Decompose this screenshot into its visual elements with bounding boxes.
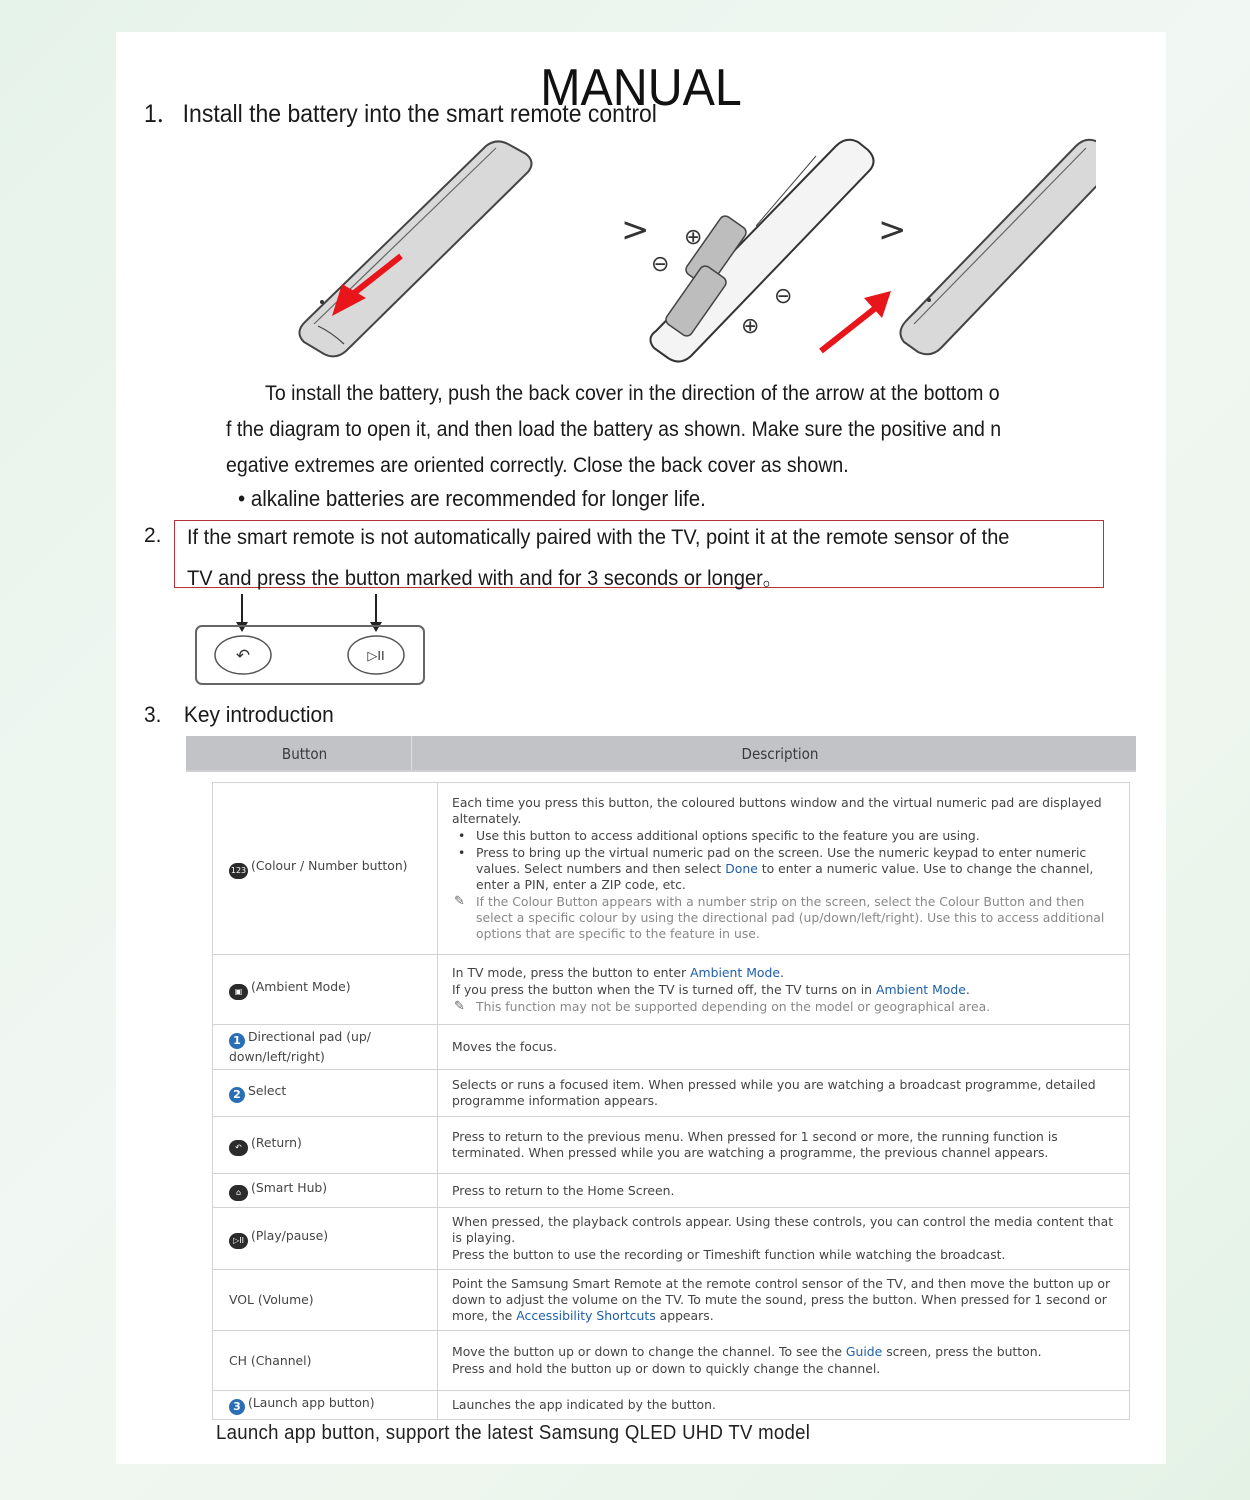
description-span: . xyxy=(965,981,970,997)
description-text xyxy=(452,1397,1115,1413)
key-name: Directional pad (up/ down/left/right) xyxy=(229,1029,371,1064)
description-span: Launches the app indicated by the button. xyxy=(452,1397,716,1412)
key-introduction-table xyxy=(212,782,1130,1420)
description-span: Press to return to the previous menu. When pressed for 1 second or more, the running function is terminated. When pressed while you are watching a programme, the previous channel appears. xyxy=(452,1129,1058,1160)
description-span: Selects or runs a focused item. When pressed while you are watching a broadcast programme, detailed programme information appears. xyxy=(452,1077,1096,1108)
description-span: Press to bring up the virtual numeric pad on the screen. Use the numeric keypad to enter numeric values. Select numbers and then select xyxy=(476,845,1087,876)
pencil-note-icon: ✎ xyxy=(454,998,465,1014)
minus-symbol: ⊖ xyxy=(774,283,793,308)
key-name: (Return) xyxy=(251,1134,302,1150)
key-name: (Ambient Mode) xyxy=(251,979,351,994)
description-text xyxy=(452,982,1115,998)
play-pause-symbol: ▷II xyxy=(367,648,385,663)
description-text xyxy=(452,1247,1115,1263)
description-note xyxy=(452,894,1115,942)
description-span: . xyxy=(779,964,784,980)
description-span: Moves the focus. xyxy=(452,1039,557,1054)
description-span: appears. xyxy=(655,1308,714,1323)
step-number: 2. xyxy=(144,524,162,547)
step-number: 1． xyxy=(144,100,180,128)
table-row xyxy=(213,1270,1130,1331)
key-cell xyxy=(213,1208,438,1270)
key-table-header xyxy=(186,736,1136,772)
battery-instructions-line: f the diagram to open it, and then load the battery as shown. Make sure the positive and n xyxy=(226,418,1002,441)
table-row xyxy=(213,1391,1130,1420)
battery-tip: • alkaline batteries are recommended for longer life. xyxy=(238,486,706,511)
remote-key-icon: 2 xyxy=(229,1087,245,1103)
step-1-heading xyxy=(144,94,657,130)
remote-key-icon: ▷II xyxy=(229,1233,248,1249)
description-text xyxy=(452,1276,1115,1324)
description-span: Point the Samsung Smart Remote at the remote control sensor of the TV, and then move the button up or down to adjust the volume on the TV. To mute the sound, press the button. When pressed for 1 second or more, the xyxy=(452,1276,1111,1323)
pencil-note-icon: ✎ xyxy=(454,894,465,909)
remote-key-icon: 123 xyxy=(229,863,248,879)
description-span: When pressed, the playback controls appear. Using these controls, you can control the media content that is playing. xyxy=(452,1214,1114,1245)
menu-reference-link: Ambient Mode xyxy=(875,981,966,997)
description-text xyxy=(452,1183,1115,1199)
description-span: to enter a numeric value. Use to change the channel, enter a PIN, enter a ZIP code, etc. xyxy=(476,861,1094,892)
battery-instructions-line: egative extremes are oriented correctly. Close the back cover as shown. xyxy=(226,454,849,477)
description-text xyxy=(452,845,1115,893)
description-cell xyxy=(438,1025,1130,1070)
remote-open-illustration xyxy=(650,140,873,362)
description-span: Press and hold the button up or down to quickly change the channel. xyxy=(452,1361,881,1376)
battery-instructions-line: To install the battery, push the back cover in the direction of the arrow at the bottom o xyxy=(226,382,1000,405)
return-symbol: ↶ xyxy=(235,646,251,665)
pairing-buttons-diagram xyxy=(188,592,438,692)
description-note xyxy=(452,999,1115,1015)
description-span: Each time you press this button, the coloured buttons window and the virtual numeric pad are displayed alternately. xyxy=(452,795,1102,826)
key-cell xyxy=(213,1331,438,1391)
description-span: Press the button to use the recording or Timeshift function while watching the broadcast. xyxy=(452,1247,1006,1262)
pairing-instructions-line: TV and press the button marked with and for 3 seconds or longer。 xyxy=(187,566,783,590)
menu-reference-link: Ambient Mode xyxy=(690,964,780,980)
description-cell xyxy=(438,1208,1130,1270)
table-row xyxy=(213,1070,1130,1117)
key-cell xyxy=(213,1025,438,1070)
remote-closed-illustration xyxy=(299,141,531,356)
remote-key-icon: ⌂ xyxy=(229,1185,248,1201)
description-text xyxy=(452,795,1115,827)
table-row xyxy=(213,1025,1130,1070)
remote-closed-illustration xyxy=(900,140,1096,355)
remote-key-icon: 3 xyxy=(229,1399,245,1415)
next-step-icon: > xyxy=(878,210,907,250)
key-name: (Launch app button) xyxy=(248,1395,375,1410)
minus-symbol: ⊖ xyxy=(651,251,670,276)
pairing-instructions-line: If the smart remote is not automatically paired with the TV, point it at the remote sensor of the xyxy=(187,525,1010,549)
description-cell xyxy=(438,783,1130,955)
description-cell xyxy=(438,1070,1130,1117)
key-name: (Play/pause) xyxy=(251,1228,329,1243)
table-row xyxy=(213,783,1130,955)
table-row xyxy=(213,955,1130,1025)
manual-page xyxy=(116,32,1166,1464)
description-cell xyxy=(438,955,1130,1025)
pairing-instructions-box xyxy=(174,520,1104,588)
step-title: Key introduction xyxy=(183,702,334,727)
description-text xyxy=(452,1344,1115,1360)
column-header-description: Description xyxy=(741,745,819,763)
description-text xyxy=(452,1361,1115,1377)
description-text xyxy=(452,965,1115,981)
key-cell xyxy=(213,1174,438,1208)
key-name: VOL (Volume) xyxy=(229,1292,314,1307)
battery-install-illustration xyxy=(196,126,1096,386)
key-cell xyxy=(213,1117,438,1174)
menu-reference-link: Done xyxy=(725,861,758,876)
description-span: Press to return to the Home Screen. xyxy=(452,1182,675,1198)
column-header-button: Button xyxy=(198,736,412,770)
table-row xyxy=(213,1208,1130,1270)
description-cell xyxy=(438,1270,1130,1331)
key-name: (Colour / Number button) xyxy=(251,858,408,873)
table-row xyxy=(213,1117,1130,1174)
remote-key-icon: ▣ xyxy=(229,984,248,1000)
step-3-heading xyxy=(144,702,334,728)
step-number: 3. xyxy=(144,702,162,727)
description-span: This function may not be supported depending on the model or geographical area. xyxy=(476,998,991,1014)
table-row xyxy=(213,1331,1130,1391)
description-span: If you press the button when the TV is turned off, the TV turns on in xyxy=(452,981,876,997)
key-cell xyxy=(213,1391,438,1420)
description-text xyxy=(452,1129,1115,1161)
description-span: screen, press the button. xyxy=(882,1344,1042,1359)
key-name: Select xyxy=(248,1083,287,1098)
description-span: Move the button up or down to change the channel. To see the xyxy=(452,1344,846,1359)
description-text xyxy=(452,1039,1115,1055)
key-name: (Smart Hub) xyxy=(251,1180,328,1195)
remote-key-icon: ↶ xyxy=(229,1140,248,1156)
key-cell xyxy=(213,955,438,1025)
description-span: In TV mode, press the button to enter xyxy=(452,964,691,980)
description-cell xyxy=(438,1331,1130,1391)
key-name: CH (Channel) xyxy=(229,1352,312,1368)
description-text xyxy=(452,1214,1115,1246)
description-span: If the Colour Button appears with a number strip on the screen, select the Colour Button and then select a specific colour by using the directional pad (up/down/left/right). Use this to access additional options that are specific to the feature in use. xyxy=(476,894,1105,941)
key-cell xyxy=(213,783,438,955)
red-arrow-close-icon xyxy=(821,291,891,351)
description-cell xyxy=(438,1117,1130,1174)
key-cell xyxy=(213,1070,438,1117)
page-title: MANUAL xyxy=(540,59,742,117)
description-text xyxy=(452,828,1115,844)
key-cell xyxy=(213,1270,438,1331)
remote-key-icon: 1 xyxy=(229,1033,245,1049)
menu-reference-link: Accessibility Shortcuts xyxy=(516,1308,656,1323)
footer-note: Launch app button, support the latest Samsung QLED UHD TV model xyxy=(216,1422,811,1444)
plus-symbol: ⊕ xyxy=(741,313,760,338)
menu-reference-link: Guide xyxy=(845,1344,883,1359)
description-text xyxy=(452,1077,1115,1109)
plus-symbol: ⊕ xyxy=(684,224,703,249)
description-cell xyxy=(438,1391,1130,1420)
description-cell xyxy=(438,1174,1130,1208)
next-step-icon: > xyxy=(621,210,650,250)
description-span: Use this button to access additional options specific to the feature you are using. xyxy=(476,828,980,843)
step-title: Install the battery into the smart remote control xyxy=(182,100,657,128)
table-row xyxy=(213,1174,1130,1208)
